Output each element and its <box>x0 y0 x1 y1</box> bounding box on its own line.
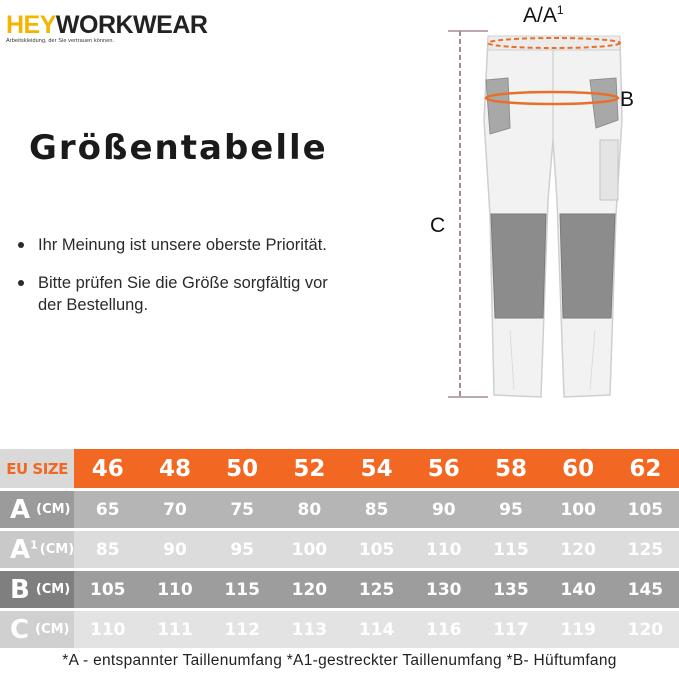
value-cell: 120 <box>545 531 612 568</box>
value-cell: 119 <box>545 611 612 648</box>
row-label <box>0 571 74 608</box>
label-c: C <box>430 214 446 237</box>
row-letter: A <box>10 494 31 525</box>
row-unit: (CM) <box>35 582 71 597</box>
value-cell: 100 <box>276 531 343 568</box>
value-cell: 110 <box>410 531 477 568</box>
trousers-measurement-diagram <box>410 0 679 410</box>
logo-wordmark <box>6 12 207 38</box>
row-label <box>0 611 74 648</box>
table-row-c <box>0 611 679 648</box>
value-cell: 120 <box>612 611 679 648</box>
bullet-text: Ihr Meinung ist unsere oberste Priorität. <box>38 236 327 254</box>
table-header-row <box>0 449 679 488</box>
value-cell: 125 <box>612 531 679 568</box>
value-cell: 85 <box>343 491 410 528</box>
size-cell: 60 <box>545 449 612 488</box>
value-cell: 135 <box>477 571 544 608</box>
value-cell: 114 <box>343 611 410 648</box>
value-cell: 70 <box>141 491 208 528</box>
size-cell: 62 <box>612 449 679 488</box>
value-cell: 105 <box>74 571 141 608</box>
logo-workwear: WORKWEAR <box>55 11 208 39</box>
value-cell: 105 <box>612 491 679 528</box>
table-row-b <box>0 571 679 608</box>
row-letter: C <box>10 614 30 645</box>
value-cell: 90 <box>141 531 208 568</box>
value-cell: 120 <box>276 571 343 608</box>
value-cell: 90 <box>410 491 477 528</box>
value-cell: 112 <box>209 611 276 648</box>
value-cell: 75 <box>209 491 276 528</box>
value-cell: 95 <box>209 531 276 568</box>
row-label <box>0 491 74 528</box>
value-cell: 130 <box>410 571 477 608</box>
size-cell: 54 <box>343 449 410 488</box>
size-cell: 58 <box>477 449 544 488</box>
row-letter: A <box>10 534 31 565</box>
row-letter: B <box>10 574 30 605</box>
value-cell: 115 <box>209 571 276 608</box>
value-cell: 145 <box>612 571 679 608</box>
size-table <box>0 446 679 651</box>
info-bullets <box>18 234 348 332</box>
logo-tagline: Arbeitskleidung, der Sie vertrauen können. <box>6 38 115 44</box>
value-cell: 115 <box>477 531 544 568</box>
table-row-a <box>0 491 679 528</box>
bullet-item <box>18 234 348 256</box>
value-cell: 113 <box>276 611 343 648</box>
row-unit: (CM) <box>36 502 71 517</box>
label-b: B <box>620 88 635 111</box>
size-cell: 50 <box>209 449 276 488</box>
size-cell: 52 <box>276 449 343 488</box>
value-cell: 111 <box>141 611 208 648</box>
bullet-text: Bitte prüfen Sie die Größe sorgfältig vor der Bestellung. <box>38 274 328 314</box>
value-cell: 100 <box>545 491 612 528</box>
brand-logo <box>6 12 207 44</box>
row-unit: (CM) <box>39 542 75 557</box>
value-cell: 110 <box>141 571 208 608</box>
trousers-illustration <box>484 36 622 397</box>
value-cell: 140 <box>545 571 612 608</box>
value-cell: 85 <box>74 531 141 568</box>
footnote: *A - entspannter Taillenumfang *A1-gestreckter Taillenumfang *B- Hüftumfang <box>62 652 617 669</box>
row-letter-sup: 1 <box>30 537 38 551</box>
value-cell: 95 <box>477 491 544 528</box>
value-cell: 110 <box>74 611 141 648</box>
bullet-dot <box>18 242 24 248</box>
row-unit: (CM) <box>35 622 70 637</box>
logo-hey: HEY <box>6 11 56 39</box>
bullet-dot <box>18 280 24 286</box>
value-cell: 65 <box>74 491 141 528</box>
value-cell: 116 <box>410 611 477 648</box>
page-title: Größentabelle <box>29 128 328 168</box>
value-cell: 80 <box>276 491 343 528</box>
size-cell: 46 <box>74 449 141 488</box>
row-label <box>0 531 74 568</box>
label-a: $A/A^1$ <box>523 3 564 27</box>
value-cell: 125 <box>343 571 410 608</box>
value-cell: 117 <box>477 611 544 648</box>
value-cell: 105 <box>343 531 410 568</box>
size-cell: 56 <box>410 449 477 488</box>
table-row-a1 <box>0 531 679 568</box>
eu-size-label: EU SIZE <box>0 449 74 488</box>
bullet-item <box>18 272 348 316</box>
size-cell: 48 <box>141 449 208 488</box>
